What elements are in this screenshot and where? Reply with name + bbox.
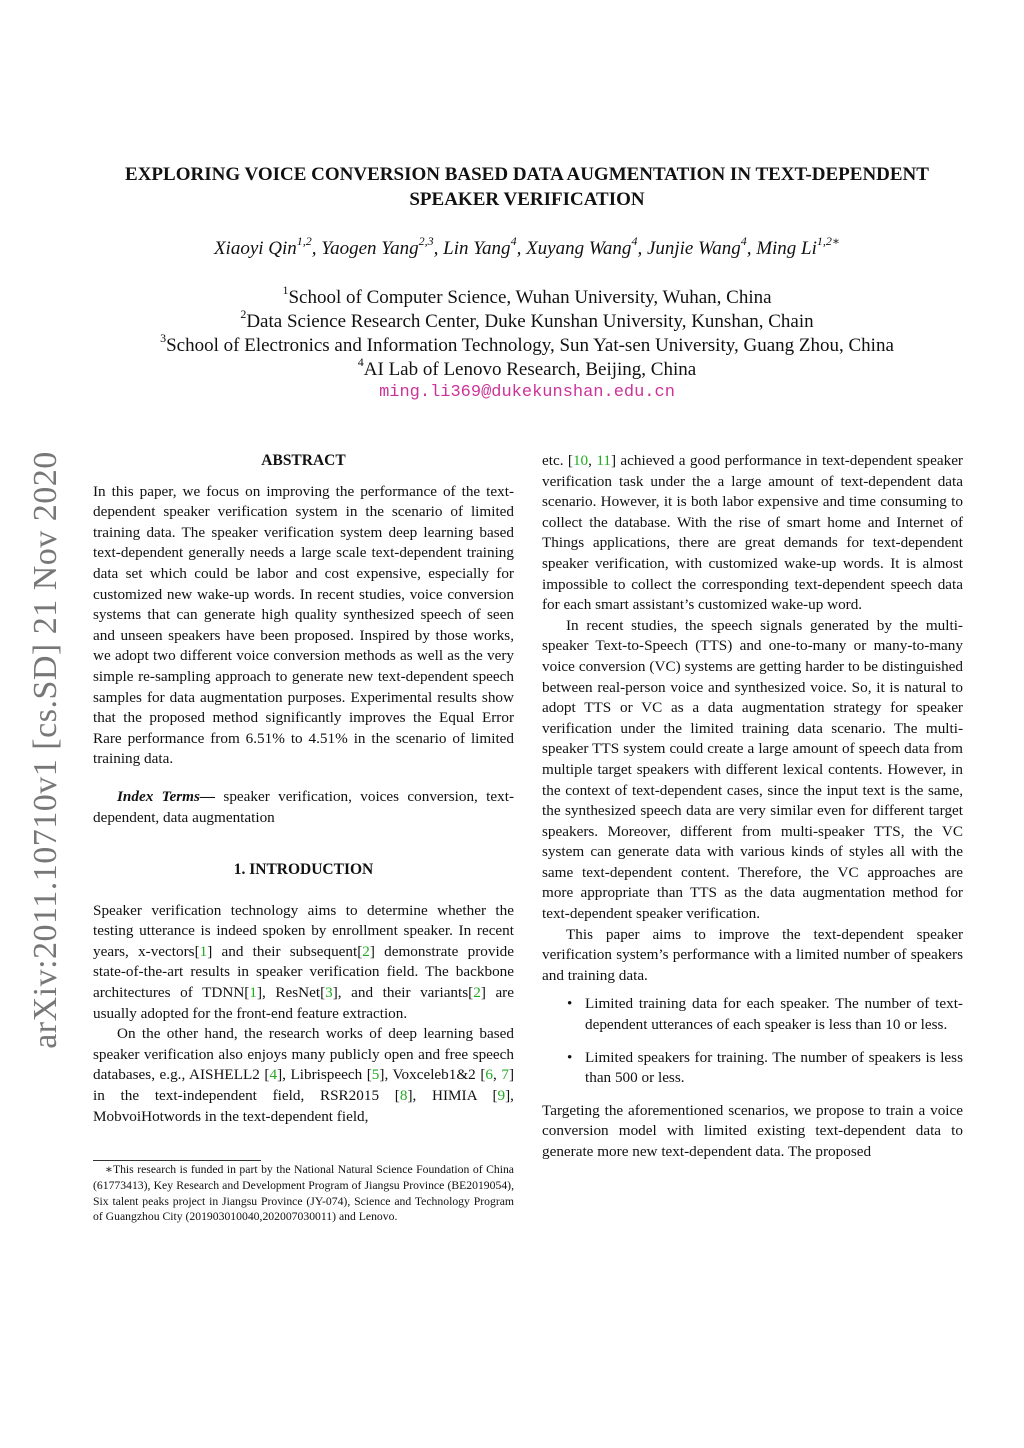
citation-link[interactable]: 10: [572, 452, 589, 469]
right-paragraph-1: etc. [10, 11] achieved a good performance in text-dependent speaker verification task under the a large amount of text-dependent data scenario. However, it is both labor expensive and time consuming to collect the database. With the rise of smart home and Internet of Things applications, there are great demands for text-dependent speaker verification, with customized wake-up words. It is almost impossible to collect the corresponding text-dependent speech data for each smart assistant’s customized wake-up word.: [542, 452, 963, 614]
citation-link[interactable]: 5: [371, 1066, 380, 1084]
citation-link[interactable]: 2: [473, 984, 481, 1002]
citation-link[interactable]: 1: [199, 942, 208, 960]
right-column: [542, 451, 963, 1163]
author: Yaogen Yang$^{2,3}$: [321, 233, 434, 259]
index-terms-text: speaker verification, voices conversion, text-dependent, data augmentation: [93, 787, 514, 826]
footnote-rule: [93, 1160, 261, 1161]
author: Ming $Li^{1,2∗}$: [756, 233, 841, 259]
citation-link[interactable]: 11: [596, 452, 611, 469]
index-terms-label: Index Terms—: [117, 787, 216, 805]
citation-link[interactable]: 6: [485, 1066, 493, 1084]
list-item: • Limited speakers for training. The number of speakers is less than 500 or less.: [567, 1048, 963, 1087]
right-paragraph-4: Targeting the aforementioned scenarios, we propose to train a voice conversion model with limited existing text-dependent data to generate more new text-dependent data. The proposed: [542, 1101, 963, 1160]
citation-link[interactable]: 3: [325, 984, 333, 1002]
email-link[interactable]: ming.li369@dukekunshan.edu.cn: [379, 383, 675, 402]
author: Xuyang Wang$^4$: [526, 233, 638, 259]
affiliation: $^1$School of Computer Science, Wuhan University, Wuhan, China: [282, 282, 772, 308]
citation-link[interactable]: 1: [249, 984, 257, 1002]
arxiv-sidebar: [16, 440, 76, 1060]
author: Xiaoyi Qin$^{1,2}$: [213, 233, 312, 259]
author: Lin Yang$^4$: [443, 233, 517, 259]
citation-link[interactable]: 8: [399, 1087, 408, 1105]
abstract-heading: ABSTRACT: [261, 452, 346, 469]
citation-link[interactable]: 4: [269, 1066, 278, 1084]
paper-title: [60, 162, 994, 212]
footnote: [93, 1162, 514, 1225]
right-paragraph-2: In recent studies, the speech signals generated by the multi-speaker Text-to-Speech (TTS) and one-to-many or many-to-many voice conversion (VC) systems are getting harder to be distinguished between real-person voice and synthesized voice. So, it is natural to adopt TTS or VC as a data augmentation strategy for speaker verification under the limited training data scenario. The multi-speaker TTS system could create a large amount of speech data from multiple target speakers with different lexical contents. However, in the context of text-dependent cases, since the input text is the same, the synthesized speech data are very similar even for different target speakers. Moreover, different from multi-speaker TTS, the VC system can generate data with various kinds of styles all with the same text-dependent content. Therefore, the VC approaches are more appropriate than TTS as the data augmentation method for text-dependent speaker verification.: [542, 616, 963, 923]
intro-paragraph-1: Speaker verification technology aims to determine whether the testing utterance is indeed spoken by enrollment speaker. In recent years, x-vectors[1] and their subsequent[2] demonstrate provide state-of-the-art results in speaker verification field. The backbone architectures of TDNN[1], ResNet[3], and their variants[2] are usually adopted for the front-end feature extraction.: [93, 901, 514, 1022]
affiliation-list: [60, 282, 994, 382]
intro-paragraph-2: On the other hand, the research works of deep learning based speaker verification also enjoys many publicly open and free speech databases, e.g., AISHELL2 [4], Librispeech [5], Voxceleb1&2 [6, 7] in the text-independent field, RSR2015 [8], HIMIA [9], MobvoiHotwords in the text-dependent field,: [93, 1025, 514, 1125]
title-line-1: EXPLORING VOICE CONVERSION BASED DATA AUGMENTATION IN TEXT-DEPENDENT: [125, 164, 929, 185]
intro-heading: 1. INTRODUCTION: [233, 861, 374, 879]
citation-link[interactable]: 2: [362, 942, 370, 960]
title-line-2: SPEAKER VERIFICATION: [409, 189, 645, 210]
arxiv-stamp[interactable]: arXiv:2011.10710v1 [cs.SD] 21 Nov 2020: [27, 451, 64, 1049]
bullet-list: [542, 994, 963, 1088]
citation-link[interactable]: 9: [497, 1087, 506, 1105]
affiliation: $^3$School of Electronics and Information Technology, Sun Yat-sen University, Guang Zhou, China: [160, 330, 894, 356]
affiliation: $^2$Data Science Research Center, Duke Kunshan University, Kunshan, Chain: [240, 306, 814, 332]
author: Junjie Wang$^4$: [646, 233, 747, 259]
bullet-icon: •: [567, 1048, 573, 1066]
affiliation: $^4$AI Lab of Lenovo Research, Beijing, China: [357, 354, 697, 380]
bullet-icon: •: [567, 995, 573, 1013]
list-item: • Limited training data for each speaker. The number of text-dependent utterances of each speaker is less than 10 or less.: [567, 995, 963, 1034]
footnote-text: ∗This research is funded in part by the National Natural Science Foundation of China (61773413), Key Research and Development Program of Jiangsu Province (BE2019054), Six talent peaks project in Jiangsu Province (JY-074), Science and Technology Program of Guangzhou City (201903010040,202007030011) and Lenovo.: [93, 1163, 514, 1224]
abstract-text: In this paper, we focus on improving the performance of the text-dependent speaker verification system in the scenario of limited training data. The speaker verification system deep learning based text-dependent generally needs a large scale text-dependent training data set which could be labor and cost expensive, especially for customized new wake-up words. In recent studies, voice conversion systems that can generate high quality synthesized speech of seen and unseen speakers have been proposed. Inspired by those works, we adopt two different voice conversion methods as well as the very simple re-sampling approach to generate new text-dependent speech samples for data augmentation purposes. Experimental results show that the proposed method significantly improves the Equal Error Rare performance from 6.51% to 4.51% in the scenario of limited training data.: [93, 482, 514, 768]
left-column: [93, 451, 514, 1127]
author-list: Xiaoyi Qin$^{1,2}$, Yaogen Yang$^{2,3}$, Lin Yang$^4$, Xuyang Wang$^4$, Junjie Wang$^4$, Ming $Li^{1,2∗}$: [213, 233, 841, 259]
right-paragraph-3: This paper aims to improve the text-dependent speaker verification system’s performance with a limited number of speakers and training data.: [542, 925, 963, 984]
citation-link[interactable]: 7: [501, 1066, 509, 1084]
index-terms: [93, 787, 514, 828]
